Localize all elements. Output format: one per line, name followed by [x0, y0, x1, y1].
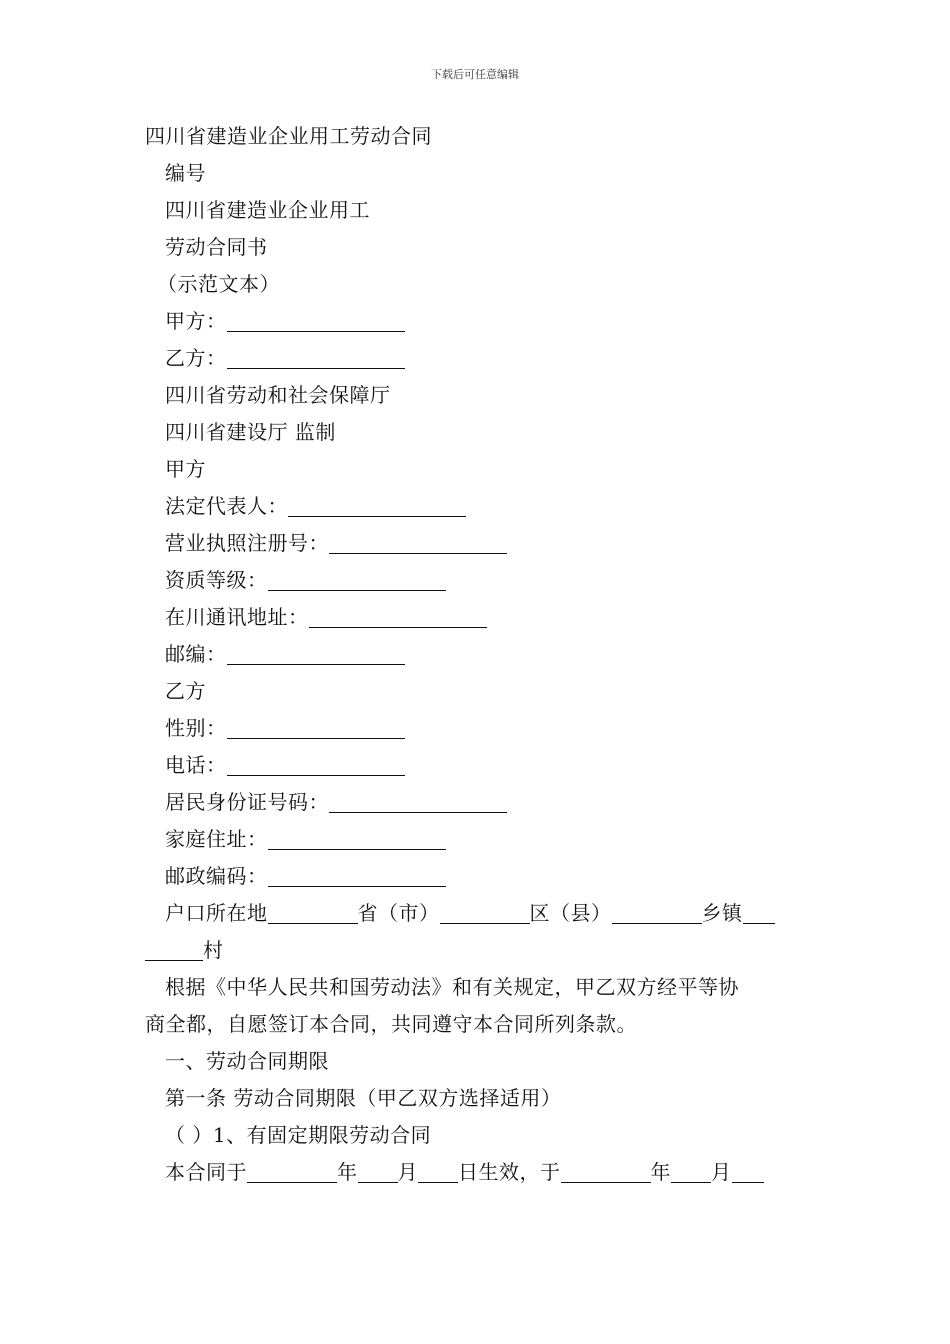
home-address-blank[interactable] — [268, 825, 446, 850]
hukou-district-blank[interactable] — [440, 899, 530, 924]
postcode-b-label: 邮政编码： — [165, 864, 268, 888]
party-b-heading: 乙方 — [165, 679, 206, 703]
end-day-blank[interactable] — [732, 1158, 764, 1183]
license-no-field — [145, 525, 810, 562]
cover-line-1: 四川省建造业企业用工 — [165, 198, 370, 222]
year-label-2: 年 — [650, 1160, 671, 1184]
postcode-b-field — [145, 858, 810, 895]
hukou-field-continued — [145, 932, 810, 969]
party-b-field — [145, 340, 810, 377]
qualification-label: 资质等级： — [165, 568, 268, 592]
effective-date-field — [145, 1154, 810, 1191]
postcode-b-blank[interactable] — [268, 862, 446, 887]
contract-number-label: 编号 — [165, 161, 206, 185]
qualification-field — [145, 562, 810, 599]
start-month-blank[interactable] — [358, 1158, 398, 1183]
gender-blank[interactable] — [227, 714, 405, 739]
end-year-blank[interactable] — [561, 1158, 651, 1183]
start-year-blank[interactable] — [247, 1158, 337, 1183]
hukou-village-label: 村 — [203, 938, 224, 962]
legal-rep-blank[interactable] — [288, 492, 466, 517]
party-b-label: 乙方： — [165, 346, 227, 370]
end-month-blank[interactable] — [671, 1158, 711, 1183]
qualification-blank[interactable] — [268, 566, 446, 591]
hukou-label: 户口所在地 — [165, 901, 268, 925]
hukou-village-blank-end[interactable] — [145, 936, 203, 961]
hukou-town-blank[interactable] — [612, 899, 702, 924]
cover-line-2: 劳动合同书 — [165, 235, 268, 259]
year-label-1: 年 — [337, 1160, 358, 1184]
legal-rep-field — [145, 488, 810, 525]
effective-mid: 日生效，于 — [458, 1160, 561, 1184]
effective-prefix: 本合同于 — [165, 1160, 247, 1184]
intro-paragraph-line-1: 根据《中华人民共和国劳动法》和有关规定，甲乙双方经平等协 — [165, 975, 739, 999]
legal-rep-label: 法定代表人： — [165, 494, 288, 518]
hukou-district-label: 区（县） — [529, 901, 612, 925]
hukou-province-blank[interactable] — [268, 899, 358, 924]
license-no-label: 营业执照注册号： — [165, 531, 329, 555]
issuer-line-2: 四川省建设厅 监制 — [165, 420, 336, 444]
id-no-label: 居民身份证号码： — [165, 790, 329, 814]
hukou-field — [145, 895, 810, 932]
postcode-a-blank[interactable] — [227, 640, 405, 665]
hukou-province-label: 省（市） — [357, 901, 440, 925]
phone-field — [145, 747, 810, 784]
party-a-label: 甲方： — [165, 309, 227, 333]
party-a-heading: 甲方 — [165, 457, 206, 481]
option-1-line: （ ）1、有固定期限劳动合同 — [165, 1123, 432, 1147]
address-label: 在川通讯地址： — [165, 605, 309, 629]
party-a-field — [145, 303, 810, 340]
gender-label: 性别： — [165, 716, 227, 740]
header-note: 下载后可任意编辑 — [431, 68, 519, 81]
license-no-blank[interactable] — [329, 529, 507, 554]
hukou-town-label: 乡镇 — [701, 901, 743, 925]
start-day-blank[interactable] — [418, 1158, 458, 1183]
month-label-2: 月 — [711, 1160, 732, 1184]
month-label-1: 月 — [397, 1160, 418, 1184]
id-no-blank[interactable] — [329, 788, 507, 813]
address-field — [145, 599, 810, 636]
document-title: 四川省建造业企业用工劳动合同 — [145, 124, 432, 148]
intro-paragraph-line-2: 商全都，自愿签订本合同，共同遵守本合同所列条款。 — [145, 1012, 637, 1036]
document-body — [145, 118, 810, 1191]
home-address-field — [145, 821, 810, 858]
section-heading-1: 一、劳动合同期限 — [165, 1049, 329, 1073]
address-blank[interactable] — [309, 603, 487, 628]
hukou-village-blank-start[interactable] — [743, 899, 775, 924]
gender-field — [145, 710, 810, 747]
postcode-a-label: 邮编： — [165, 642, 227, 666]
party-b-blank[interactable] — [227, 344, 405, 369]
postcode-a-field — [145, 636, 810, 673]
party-a-blank[interactable] — [227, 307, 405, 332]
phone-label: 电话： — [165, 753, 227, 777]
phone-blank[interactable] — [227, 751, 405, 776]
cover-line-3: （示范文本） — [157, 272, 280, 296]
issuer-line-1: 四川省劳动和社会保障厅 — [165, 383, 391, 407]
article-1-heading: 第一条 劳动合同期限（甲乙双方选择适用） — [165, 1086, 562, 1110]
home-address-label: 家庭住址： — [165, 827, 268, 851]
id-no-field — [145, 784, 810, 821]
